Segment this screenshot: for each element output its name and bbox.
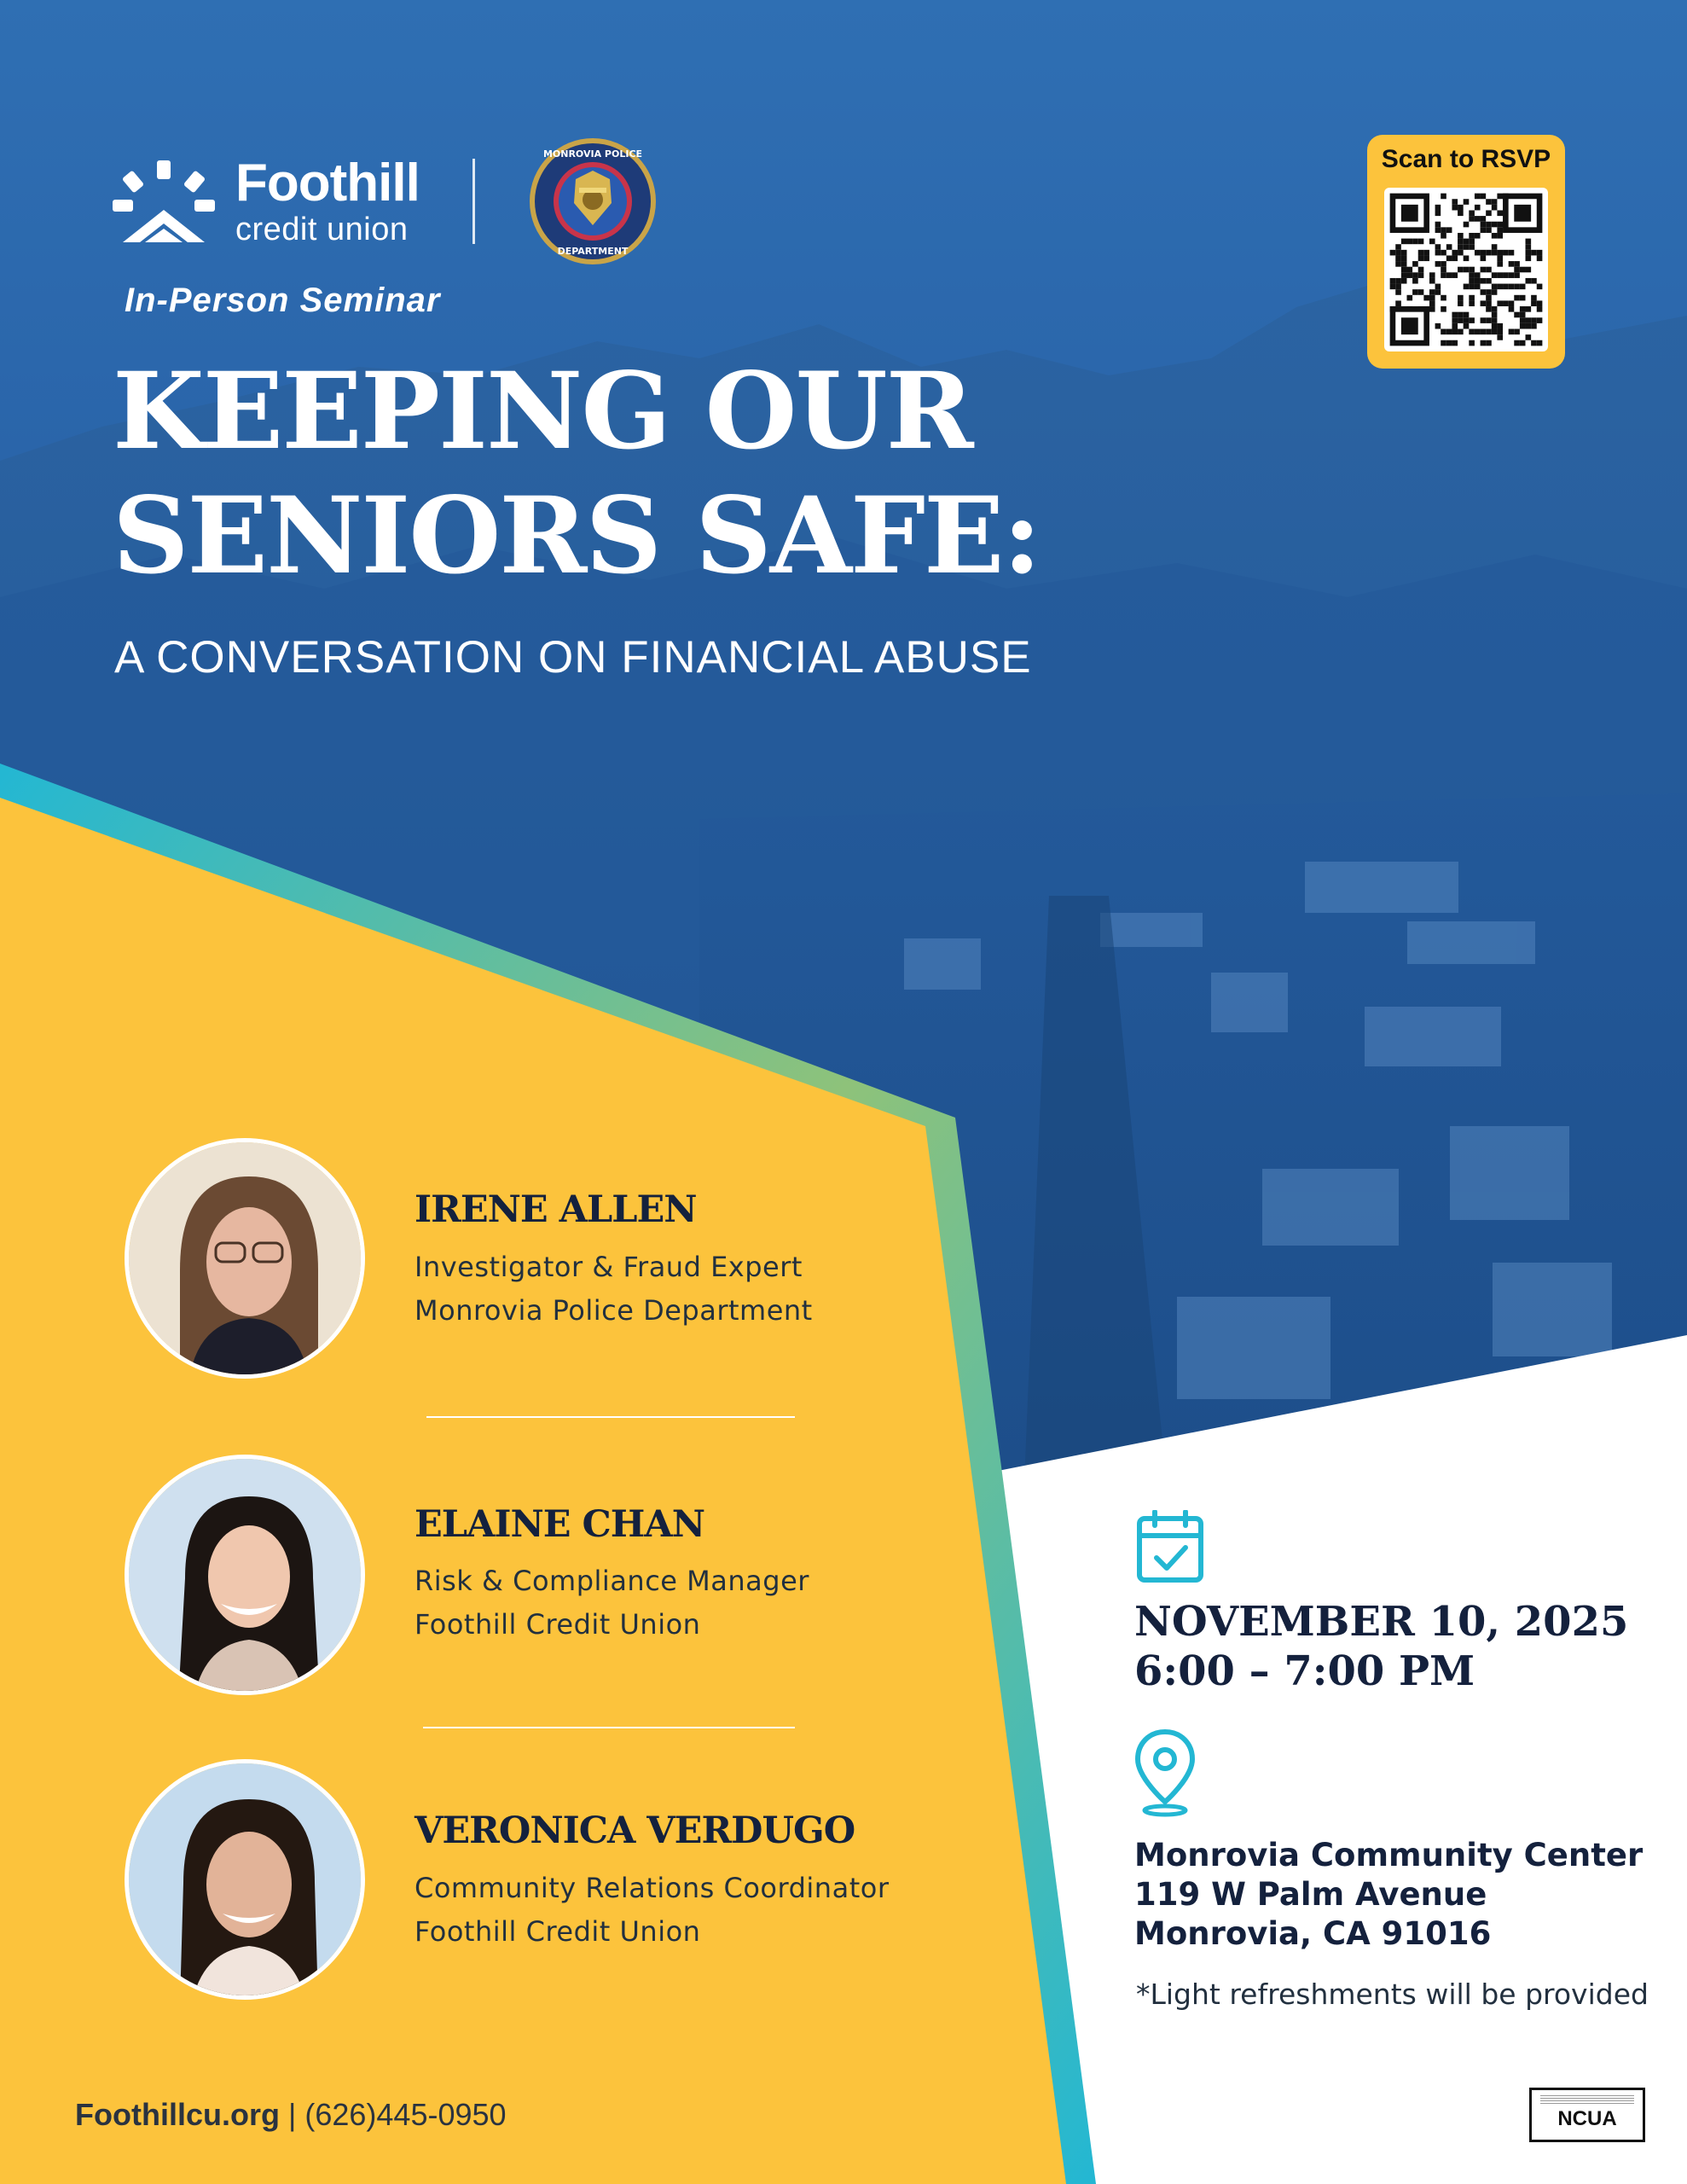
event-city: Monrovia, CA 91016 (1134, 1915, 1492, 1952)
ncua-badge (1529, 2088, 1645, 2142)
qr-label: Scan to RSVP (1381, 145, 1551, 173)
title-line-1: KEEPING OUR (113, 350, 972, 473)
speaker-photo-elaine-chan (125, 1455, 365, 1695)
speaker-name: ELAINE CHAN (415, 1503, 705, 1546)
speaker-divider (426, 1416, 795, 1418)
rsvp-qr-card[interactable] (1367, 135, 1565, 369)
speaker-name: IRENE ALLEN (415, 1188, 697, 1231)
event-date-time (1134, 1597, 1628, 1696)
calendar-check-icon (1136, 1510, 1204, 1583)
page-title (113, 350, 1040, 599)
foothill-subtitle: credit union (235, 212, 409, 247)
foothill-wordmark (235, 154, 420, 247)
title-line-2: SENIORS SAFE: (113, 474, 1041, 598)
event-date: NOVEMBER 10, 2025 (1134, 1598, 1629, 1646)
qr-code-icon[interactable] (1384, 188, 1548, 351)
phone-number[interactable]: (626)445-0950 (304, 2097, 507, 2132)
ncua-label: NCUA (1557, 2107, 1617, 2130)
speaker-title: Risk & Compliance Manager (415, 1565, 809, 1597)
logo-row (111, 136, 658, 266)
speaker-org: Monrovia Police Department (415, 1294, 813, 1327)
speaker-org: Foothill Credit Union (415, 1915, 701, 1948)
speaker-name: VERONICA VERDUGO (415, 1809, 855, 1852)
police-badge-icon (528, 136, 658, 266)
event-street: 119 W Palm Avenue (1134, 1876, 1487, 1913)
speaker-photo-irene-allen (125, 1138, 365, 1379)
speaker-title: Investigator & Fraud Expert (415, 1251, 803, 1283)
map-pin-icon (1134, 1728, 1196, 1817)
badge-text-bottom: DEPARTMENT (557, 246, 629, 257)
speaker-photo-veronica-verdugo (125, 1759, 365, 2000)
footer-separator: | (287, 2097, 297, 2132)
badge-text-top: MONROVIA POLICE (542, 148, 642, 160)
event-time: 6:00 – 7:00 PM (1134, 1647, 1475, 1695)
event-address (1134, 1836, 1643, 1954)
seminar-kicker: In-Person Seminar (125, 282, 441, 319)
ncua-fine-print (1540, 2095, 1634, 2104)
speaker-org: Foothill Credit Union (415, 1608, 701, 1641)
refreshments-note: *Light refreshments will be provided (1136, 1978, 1649, 2011)
footer-contact (75, 2097, 507, 2133)
speaker-title: Community Relations Coordinator (415, 1872, 890, 1904)
logo-divider (472, 159, 475, 244)
speaker-divider (423, 1727, 795, 1728)
page-subtitle: A CONVERSATION ON FINANCIAL ABUSE (114, 632, 1032, 682)
foothill-name: Foothill (235, 154, 420, 212)
foothill-logo-icon (111, 157, 217, 246)
event-venue: Monrovia Community Center (1134, 1837, 1644, 1873)
website-link[interactable]: Foothillcu.org (75, 2097, 280, 2132)
